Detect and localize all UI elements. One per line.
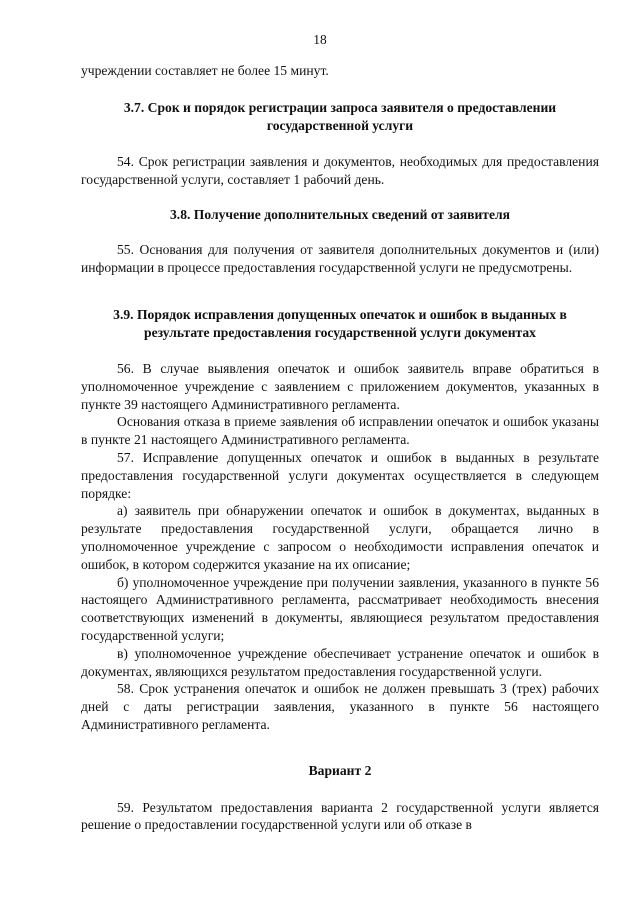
paragraph-56: 56. В случае выявления опечаток и ошибок заявитель вправе обратиться в уполномоченное учреждение с заявлением с приложением документов, указанных в пункте 39 настоящего Административного регламента. (81, 360, 599, 412)
paragraph-57: 57. Исправление допущенных опечаток и ошибок в выданных в результате предоставления государственной услуги документах осуществляется в следующем порядке: (81, 449, 599, 501)
paragraph-55: 55. Основания для получения от заявителя дополнительных документов и (или) информации в процессе предоставления государственной услуги не предусмотрены. (81, 241, 599, 275)
paragraph-56-refusal: Основания отказа в приеме заявления об исправлении опечаток и ошибок указаны в пункте 21 настоящего Административного регламента. (81, 414, 599, 448)
section-heading-3-8: 3.8. Получение дополнительных сведений от заявителя (170, 206, 510, 222)
paragraph-57-c: в) уполномоченное учреждение обеспечивает устранение опечаток и ошибок в документах, являющихся результатом предоставления государственной услуги. (81, 645, 599, 679)
paragraph-59: 59. Результатом предоставления варианта 2 государственной услуги является решение о предоставлении государственной услуги или об отказе в (81, 799, 599, 833)
paragraph-continuation: учреждении составляет не более 15 минут. (81, 63, 329, 78)
section-heading-3-7: 3.7. Срок и порядок регистрации запроса заявителя о предоставлении государственной услуги (123, 99, 557, 133)
page-number: 18 (313, 32, 327, 47)
paragraph-54: 54. Срок регистрации заявления и документов, необходимых для предоставления государственной услуги, составляет 1 рабочий день. (81, 154, 599, 188)
document-body (81, 62, 599, 834)
section-heading-3-9: 3.9. Порядок исправления допущенных опечаток и ошибок в выданных в результате предоставления государственной услуги документах (113, 307, 567, 341)
paragraph-57-a: а) заявитель при обнаружении опечаток и ошибок в документах, выданных в результате предоставления государственной услуги, обращается лично в уполномоченное учреждение с запросом о необходимости исправления опечаток и ошибок, в котором содержится указание на их описание; (81, 503, 599, 572)
paragraph-58: 58. Срок устранения опечаток и ошибок не должен превышать 3 (трех) рабочих дней с даты регистрации заявления, указанного в пункте 56 настоящего Административного регламента. (81, 681, 599, 732)
paragraph-57-b: б) уполномоченное учреждение при получении заявления, указанного в пункте 56 настоящего Административного регламента, рассматривает необходимость внесения соответствующих изменений в документы, являющиеся результатом предоставления государственной услуги; (81, 574, 599, 643)
variant-heading: Вариант 2 (308, 762, 372, 778)
